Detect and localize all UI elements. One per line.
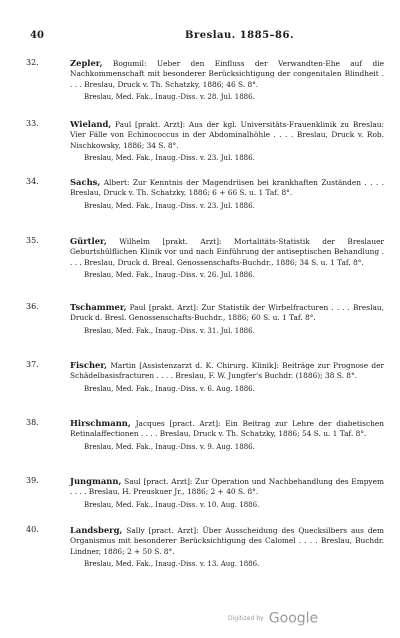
entry-citation <box>70 360 384 382</box>
entry-author: Hirschmann, <box>70 418 131 428</box>
entry-text: Saul [pract. Arzt]: Zur Operation und Nachbehandlung des Empyem . . . . Breslau, H. Preuskuer Jr., 1886; 2 + 40 S. 8°. <box>70 477 384 497</box>
entry-text: Sally [pract. Arzt]: Über Ausscheidung des Quecksilbers aus dem Organismus mit besonderer Berücksichtigung des Calomel . . . . Breslau, Buchdr. Lindner, 1886; 2 + 50 S. 8°. <box>70 526 384 556</box>
entry-author: Zepler, <box>70 58 103 68</box>
entry-dissertation-note: Breslau, Med. Fak., Inaug.-Diss. v. 10. Aug. 1886. <box>84 500 260 509</box>
entry-dissertation-note: Breslau, Med. Fak., Inaug.-Diss. v. 26. Jul. 1886. <box>84 271 255 280</box>
entry-number: 36. <box>26 302 39 311</box>
entry-text: Albert: Zur Kenntnis der Magendrüsen bei krankhaften Zuständen . . . . Breslau, Druck v. Th. Schatzky, 1886; 6 + 66 S. u. 1 Taf. 8°. <box>70 178 384 198</box>
entry-number: 35. <box>26 236 39 245</box>
entry-author: Landsberg, <box>70 525 123 535</box>
entry-text: Martin [Assistenzarzt d. K. Chirurg. Klinik]: Beiträge zur Prognose der Schädelbasisfracturen . . . . Breslau, F. W. Jungfer's Buchdr. (1886); 38 S. 8°. <box>70 361 384 381</box>
entry-citation <box>70 58 384 90</box>
entry-text: Wilhelm [prakt. Arzt]: Mortalitäts-Statistik der Breslauer Geburtshülflichen Klinik vor und nach Einführung der antiseptischen Behandlung . . . . Breslau, Druck d. Breal. Genossenschafts-Buchdr., 1886; 34 S. u. 1 Taf. 8°. <box>70 237 384 267</box>
entry-author: Gürtler, <box>70 236 107 246</box>
bibliography-entry <box>26 177 384 211</box>
entry-text: Paul [prakt. Arzt]: Zur Statistik der Wirbelfracturen . . . . Breslau, Druck d. Bresl. Genossenschafts-Buchdr., 1886; 60 S. u. 1 Taf. 8°. <box>70 303 384 323</box>
entry-author: Wieland, <box>70 119 112 129</box>
entry-citation <box>70 302 384 324</box>
entry-dissertation-note: Breslau, Med. Fak., Inaug.-Diss. v. 28. Jul. 1886. <box>84 93 255 102</box>
entry-text: Paul [prakt. Arzt]: Aus der kgl. Universitäts-Frauenklinik zu Breslau: Vier Fälle von Echinococcus in der Abdominalhöhle . . . . Breslau, Druck v. Rob. Nischkowsky, 1886; 34 S. 8°. <box>70 120 384 150</box>
bibliography-entry <box>26 236 384 281</box>
entry-number: 37. <box>26 360 39 369</box>
entry-citation <box>70 476 384 498</box>
entry-number: 39. <box>26 476 39 485</box>
entry-citation <box>70 177 384 199</box>
page-header <box>30 30 380 44</box>
entry-number: 34. <box>26 177 39 186</box>
entry-number: 40. <box>26 525 39 534</box>
entry-number: 32. <box>26 58 39 67</box>
entry-dissertation-note: Breslau, Med. Fak., Inaug.-Diss. v. 31. Jul. 1886. <box>84 326 255 335</box>
entry-text: Bogumil: Ueber den Einfluss der Verwandten-Ehe auf die Nachkommenschaft mit besonderer Berücksichtigung der congenitalen Blindheit . . . . Breslau, Druck v. Th. Schatzky, 1886; 46 S. 8°. <box>70 59 384 89</box>
entry-dissertation-note: Breslau, Med. Fak., Inaug.-Diss. v. 23. Jul. 1886. <box>84 201 255 210</box>
entry-citation <box>70 418 384 440</box>
bibliography-entry <box>26 525 384 570</box>
running-head: Breslau. 1885–86. <box>185 30 294 41</box>
entry-number: 33. <box>26 119 39 128</box>
entry-dissertation-note: Breslau, Med. Fak., Inaug.-Diss. v. 9. Aug. 1886. <box>84 442 255 451</box>
entry-author: Tschammer, <box>70 302 127 312</box>
bibliography-entry <box>26 58 384 103</box>
entry-author: Jungmann, <box>70 476 122 486</box>
bibliography-entry <box>26 360 384 394</box>
bibliography-entry <box>26 302 384 336</box>
watermark-brand: Google <box>268 610 319 627</box>
bibliography-entry <box>26 476 384 510</box>
entry-number: 38. <box>26 418 39 427</box>
entry-author: Fischer, <box>70 360 108 370</box>
bibliography-entry <box>26 418 384 452</box>
entry-author: Sachs, <box>70 177 101 187</box>
bibliography-entry <box>26 119 384 164</box>
page-number: 40 <box>30 30 44 41</box>
entry-text: Jacques [pract. Arzt]: Ein Beitrag zur Lehre der diabetischen Retinalaffectionen . . . . Breslau, Druck v. Th. Schatzky, 1886; 54 S. u. 1 Taf. 8°. <box>70 419 384 439</box>
entry-dissertation-note: Breslau, Med. Fak., Inaug.-Diss. v. 6. Aug. 1886. <box>84 384 255 393</box>
digitization-watermark <box>228 608 318 627</box>
entry-dissertation-note: Breslau, Med. Fak., Inaug.-Diss. v. 23. Jul. 1886. <box>84 154 255 163</box>
entry-citation <box>70 119 384 151</box>
entry-citation <box>70 525 384 557</box>
entry-dissertation-note: Breslau, Med. Fak., Inaug.-Diss. v. 13. Aug. 1886. <box>84 560 260 569</box>
entry-citation <box>70 236 384 268</box>
watermark-prefix: Digitized by <box>228 615 264 622</box>
